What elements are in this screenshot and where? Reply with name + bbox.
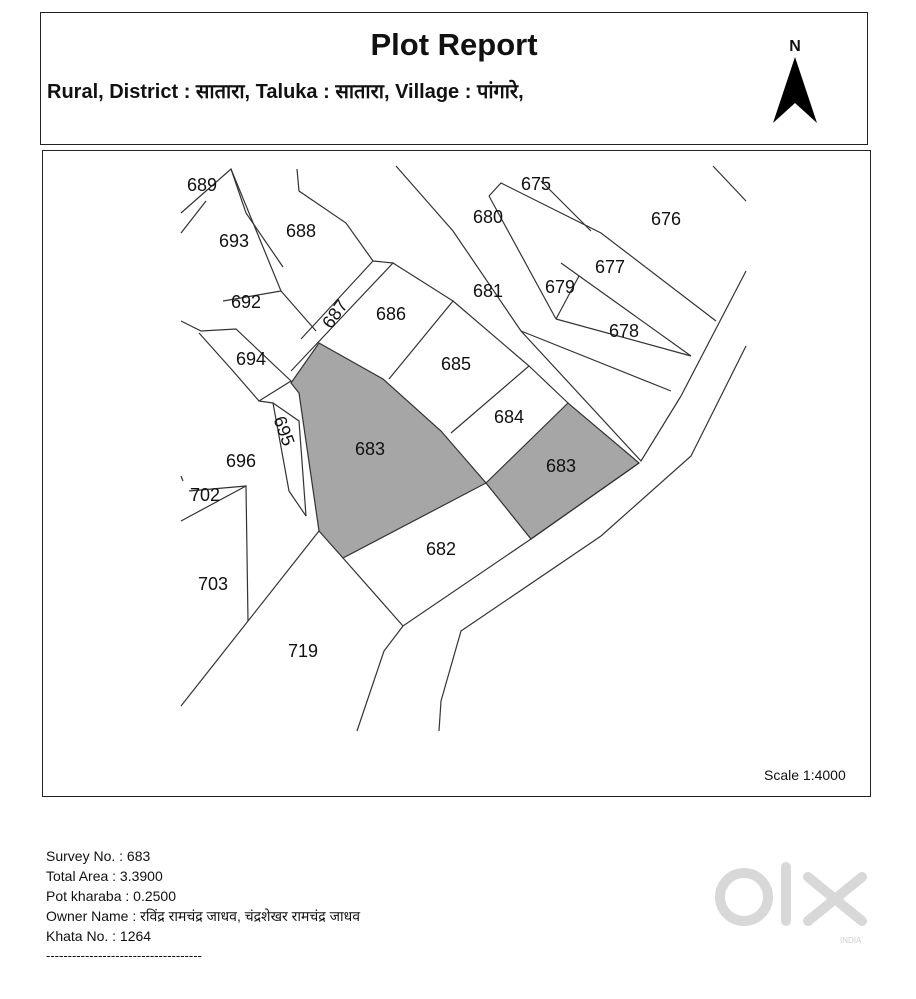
location-line: Rural, District : सातारा, Taluka : सातारा, Village : पांगारे, <box>47 81 524 103</box>
plot-label-695: 695 <box>269 413 299 449</box>
plot-label-687: 687 <box>318 295 352 333</box>
plot-label-696: 696 <box>225 451 257 471</box>
separator-line: ------------------------------------ <box>46 948 202 963</box>
plot-label-682: 682 <box>425 539 457 559</box>
plot-label-684: 684 <box>493 407 525 427</box>
olx-watermark-logo <box>712 855 882 950</box>
plot-label-683: 683 <box>545 456 577 476</box>
north-arrow-icon <box>765 35 825 125</box>
plot-label-692: 692 <box>230 292 262 312</box>
plot-label-689: 689 <box>186 175 218 195</box>
plot-label-675: 675 <box>520 174 552 194</box>
plot-info <box>46 846 360 946</box>
khata-no: Khata No. : 1264 <box>46 928 152 944</box>
plot-label-681: 681 <box>472 281 504 301</box>
olx-india-label: INDIA <box>840 936 862 945</box>
plot-label-686: 686 <box>375 304 407 324</box>
plot-label-719: 719 <box>287 641 319 661</box>
plot-label-703: 703 <box>197 574 229 594</box>
cadastral-map <box>42 150 871 797</box>
owner-name: Owner Name : रविंद्र रामचंद्र जाधव, चंद्रशेखर रामचंद्र जाधव <box>46 908 360 924</box>
plot-label-678: 678 <box>608 321 640 341</box>
survey-no: Survey No. : 683 <box>46 848 151 864</box>
plot-label-685: 685 <box>440 354 472 374</box>
report-header <box>40 12 868 145</box>
plot-label-676: 676 <box>650 209 682 229</box>
total-area: Total Area : 3.3900 <box>46 868 163 884</box>
plot-label-693: 693 <box>218 231 250 251</box>
plot-label-702: 702 <box>189 485 221 505</box>
pot-kharaba: Pot kharaba : 0.2500 <box>46 888 176 904</box>
plot-label-679: 679 <box>544 277 576 297</box>
map-canvas <box>43 151 872 798</box>
scale-label: Scale 1:4000 <box>764 767 846 783</box>
plot-label-683: 683 <box>354 439 386 459</box>
page-title: Plot Report <box>370 27 538 62</box>
north-label: N <box>789 38 801 55</box>
plot-label-680: 680 <box>472 207 504 227</box>
plot-683-left <box>291 343 486 558</box>
plot-label-688: 688 <box>285 221 317 241</box>
plot-label-677: 677 <box>594 257 626 277</box>
plot-label-694: 694 <box>235 349 267 369</box>
